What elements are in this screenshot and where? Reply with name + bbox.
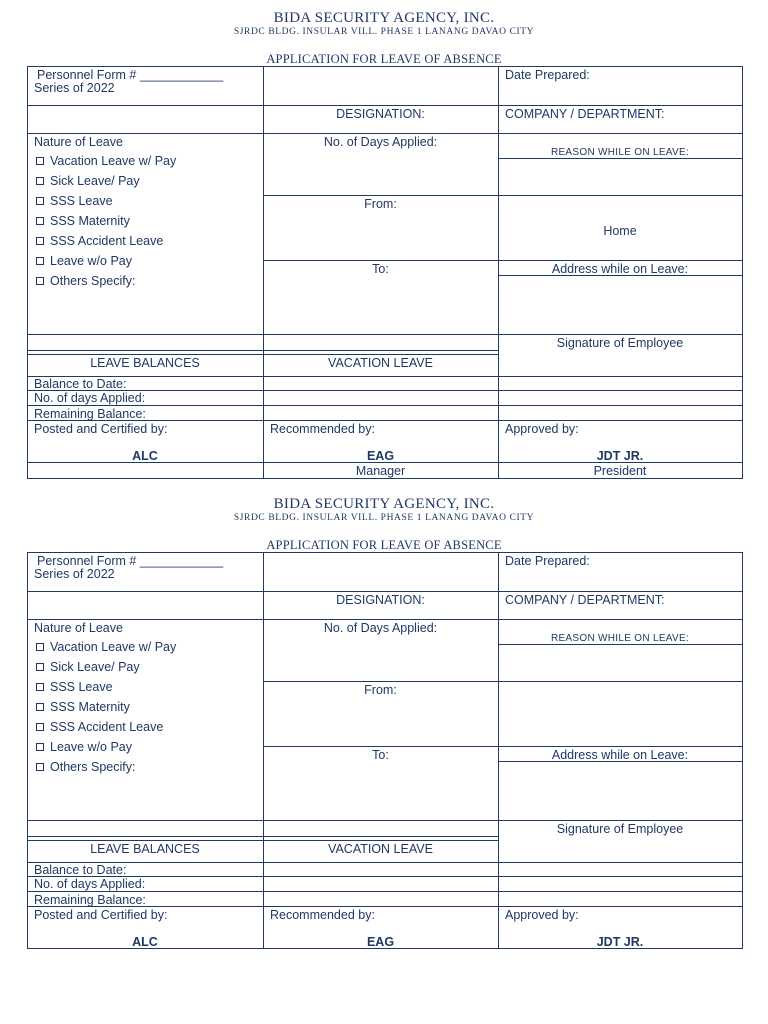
- leave-option[interactable]: Vacation Leave w/ Pay: [36, 640, 176, 654]
- address-on-leave-label: Address while on Leave:: [551, 748, 689, 762]
- approved-title: President: [593, 464, 647, 478]
- leave-form-1: [0, 0, 768, 486]
- designation-label: DESIGNATION:: [336, 107, 425, 121]
- leave-option[interactable]: SSS Leave: [36, 680, 113, 694]
- nature-of-leave-label: Nature of Leave: [34, 135, 123, 149]
- checkbox-icon[interactable]: [36, 157, 44, 165]
- checkbox-icon[interactable]: [36, 257, 44, 265]
- remaining-balance-label: Remaining Balance:: [34, 893, 146, 907]
- days-applied-row-label: No. of days Applied:: [34, 391, 146, 405]
- signature-label: Signature of Employee: [556, 336, 684, 350]
- leave-option[interactable]: Leave w/o Pay: [36, 740, 132, 754]
- reason-label: REASON WHILE ON LEAVE:: [550, 633, 690, 644]
- leave-option[interactable]: SSS Leave: [36, 194, 113, 208]
- vacation-leave-label: VACATION LEAVE: [328, 356, 433, 370]
- series-label: Series of 2022: [34, 81, 115, 95]
- from-label: From:: [364, 683, 397, 697]
- remaining-balance-label: Remaining Balance:: [34, 407, 146, 421]
- checkbox-icon[interactable]: [36, 723, 44, 731]
- recommended-title: Manager: [355, 464, 406, 478]
- from-label: From:: [364, 197, 397, 211]
- checkbox-icon[interactable]: [36, 277, 44, 285]
- vacation-leave-label: VACATION LEAVE: [328, 842, 433, 856]
- form-title: APPLICATION FOR LEAVE OF ABSENCE: [266, 538, 502, 552]
- to-label: To:: [372, 262, 389, 276]
- checkbox-icon[interactable]: [36, 663, 44, 671]
- company-department-label: COMPANY / DEPARTMENT:: [505, 593, 665, 607]
- company-name: BIDA SECURITY AGENCY, INC.: [273, 496, 495, 512]
- leave-option[interactable]: Others Specify:: [36, 274, 135, 288]
- address-on-leave-label: Address while on Leave:: [551, 262, 689, 276]
- posted-name: ALC: [132, 935, 158, 949]
- balance-to-date-label: Balance to Date:: [34, 377, 127, 391]
- leave-option[interactable]: Sick Leave/ Pay: [36, 660, 140, 674]
- recommended-name: EAG: [366, 935, 395, 949]
- leave-option[interactable]: SSS Accident Leave: [36, 234, 163, 248]
- signature-label: Signature of Employee: [556, 822, 684, 836]
- nature-of-leave-label: Nature of Leave: [34, 621, 123, 635]
- checkbox-icon[interactable]: [36, 683, 44, 691]
- designation-label: DESIGNATION:: [336, 593, 425, 607]
- days-applied-row-label: No. of days Applied:: [34, 877, 146, 891]
- days-applied-label: No. of Days Applied:: [323, 621, 438, 635]
- checkbox-icon[interactable]: [36, 237, 44, 245]
- posted-certified-label: Posted and Certified by:: [34, 908, 168, 922]
- checkbox-icon[interactable]: [36, 217, 44, 225]
- checkbox-icon[interactable]: [36, 643, 44, 651]
- checkbox-icon[interactable]: [36, 703, 44, 711]
- company-address: SJRDC BLDG. INSULAR VILL. PHASE 1 LANANG DAVAO CITY: [233, 513, 535, 523]
- series-label: Series of 2022: [34, 567, 115, 581]
- reason-label: REASON WHILE ON LEAVE:: [550, 147, 690, 158]
- personnel-form-label: Personnel Form # ____________: [37, 554, 224, 568]
- leave-balances-label: LEAVE BALANCES: [90, 842, 200, 856]
- form-title: APPLICATION FOR LEAVE OF ABSENCE: [266, 52, 502, 66]
- recommended-by-label: Recommended by:: [270, 422, 375, 436]
- leave-option[interactable]: SSS Maternity: [36, 700, 130, 714]
- leave-option[interactable]: Leave w/o Pay: [36, 254, 132, 268]
- date-prepared-label: Date Prepared:: [505, 554, 590, 568]
- leave-option[interactable]: Vacation Leave w/ Pay: [36, 154, 176, 168]
- company-address: SJRDC BLDG. INSULAR VILL. PHASE 1 LANANG DAVAO CITY: [233, 27, 535, 37]
- checkbox-icon[interactable]: [36, 743, 44, 751]
- company-department-label: COMPANY / DEPARTMENT:: [505, 107, 665, 121]
- checkbox-icon[interactable]: [36, 177, 44, 185]
- leave-option[interactable]: SSS Maternity: [36, 214, 130, 228]
- approved-name: JDT JR.: [596, 449, 644, 463]
- home-value: Home: [603, 224, 637, 238]
- approved-name: JDT JR.: [596, 935, 644, 949]
- recommended-by-label: Recommended by:: [270, 908, 375, 922]
- checkbox-icon[interactable]: [36, 197, 44, 205]
- date-prepared-label: Date Prepared:: [505, 68, 590, 82]
- days-applied-label: No. of Days Applied:: [323, 135, 438, 149]
- balance-to-date-label: Balance to Date:: [34, 863, 127, 877]
- leave-option[interactable]: Others Specify:: [36, 760, 135, 774]
- approved-by-label: Approved by:: [505, 908, 579, 922]
- to-label: To:: [372, 748, 389, 762]
- leave-form-2: [0, 486, 768, 972]
- personnel-form-label: Personnel Form # ____________: [37, 68, 224, 82]
- recommended-name: EAG: [366, 449, 395, 463]
- leave-balances-label: LEAVE BALANCES: [90, 356, 200, 370]
- posted-certified-label: Posted and Certified by:: [34, 422, 168, 436]
- checkbox-icon[interactable]: [36, 763, 44, 771]
- company-name: BIDA SECURITY AGENCY, INC.: [273, 10, 495, 26]
- leave-option[interactable]: SSS Accident Leave: [36, 720, 163, 734]
- approved-by-label: Approved by:: [505, 422, 579, 436]
- posted-name: ALC: [132, 449, 158, 463]
- leave-option[interactable]: Sick Leave/ Pay: [36, 174, 140, 188]
